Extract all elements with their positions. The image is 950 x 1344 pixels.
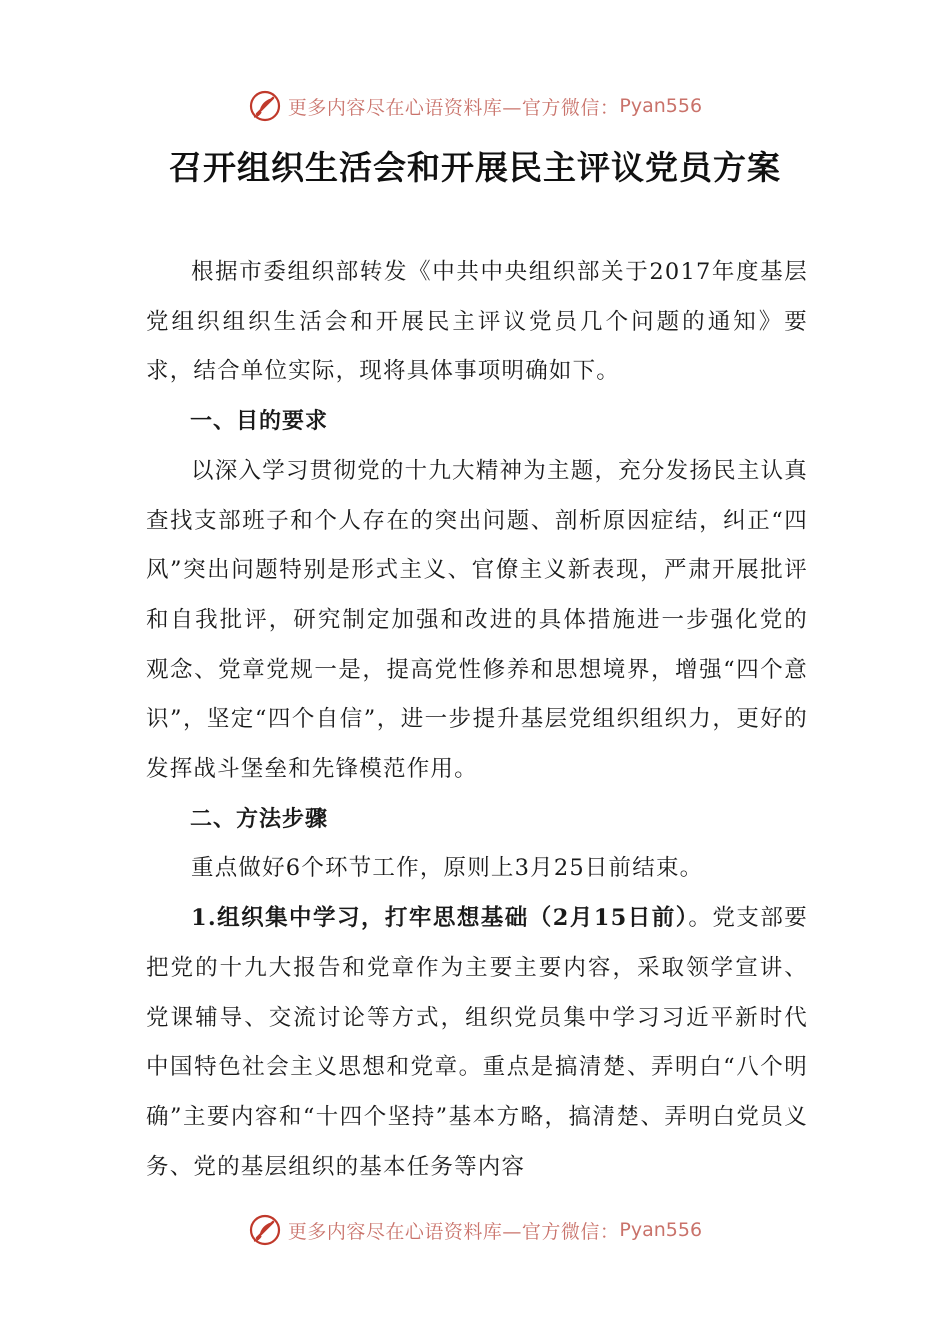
quill-circle-logo-icon [248,89,282,123]
goals-paragraph: 以深入学习贯彻党的十九大精神为主题，充分发扬民主认真查找支部班子和个人存在的突出问题、剖析原因症结，纠正“四风”突出问题特别是形式主义、官僚主义新表现，严肃开展批评和自我批评，研究制定加强和改进的具体措施进一步强化党的观念、党章党规一是，提高党性修养和思想境界，增强“四个意识”，坚定“四个自信”，进一步提升基层党组织组织力，更好的发挥战斗堡垒和先锋模范作用。 [146,457,808,783]
watermark-text: 更多内容尽在心语资料库—官方微信： [287,1220,620,1243]
step1-lead: 1.组织集中学习，打牢思想基础（2月15日前） [191,905,689,932]
watermark-code: Pyan556 [619,1219,703,1241]
watermark-code: Pyan556 [619,95,703,117]
steps-intro-paragraph: 重点做好6个环节工作，原则上3月25日前结束。 [191,855,704,882]
watermark-header [0,86,950,126]
quill-circle-logo-icon [248,1213,282,1247]
document-body [146,248,808,1192]
document-title: 召开组织生活会和开展民主评议党员方案 [169,148,781,187]
step1-paragraph [146,894,808,1192]
intro-paragraph: 根据市委组织部转发《中共中央组织部关于2017年度基层党组织组织生活会和开展民主评议党员几个问题的通知》要求，结合单位实际，现将具体事项明确如下。 [146,259,808,385]
step1-body: 。党支部要把党的十九大报告和党章作为主要主要内容，采取领学宣讲、党课辅导、交流讨论等方式，组织党员集中学习习近平新时代中国特色社会主义思想和党章。重点是搞清楚、弄明白“八个明确”主要内容和“十四个坚持”基本方略，搞清楚、弄明白党员义务、党的基层组织的基本任务等内容 [146,905,808,1180]
section-heading-steps: 二、方法步骤 [190,806,329,832]
watermark-text: 更多内容尽在心语资料库—官方微信： [287,96,620,119]
section-heading-goals: 一、目的要求 [190,409,329,435]
watermark-footer [0,1210,950,1250]
